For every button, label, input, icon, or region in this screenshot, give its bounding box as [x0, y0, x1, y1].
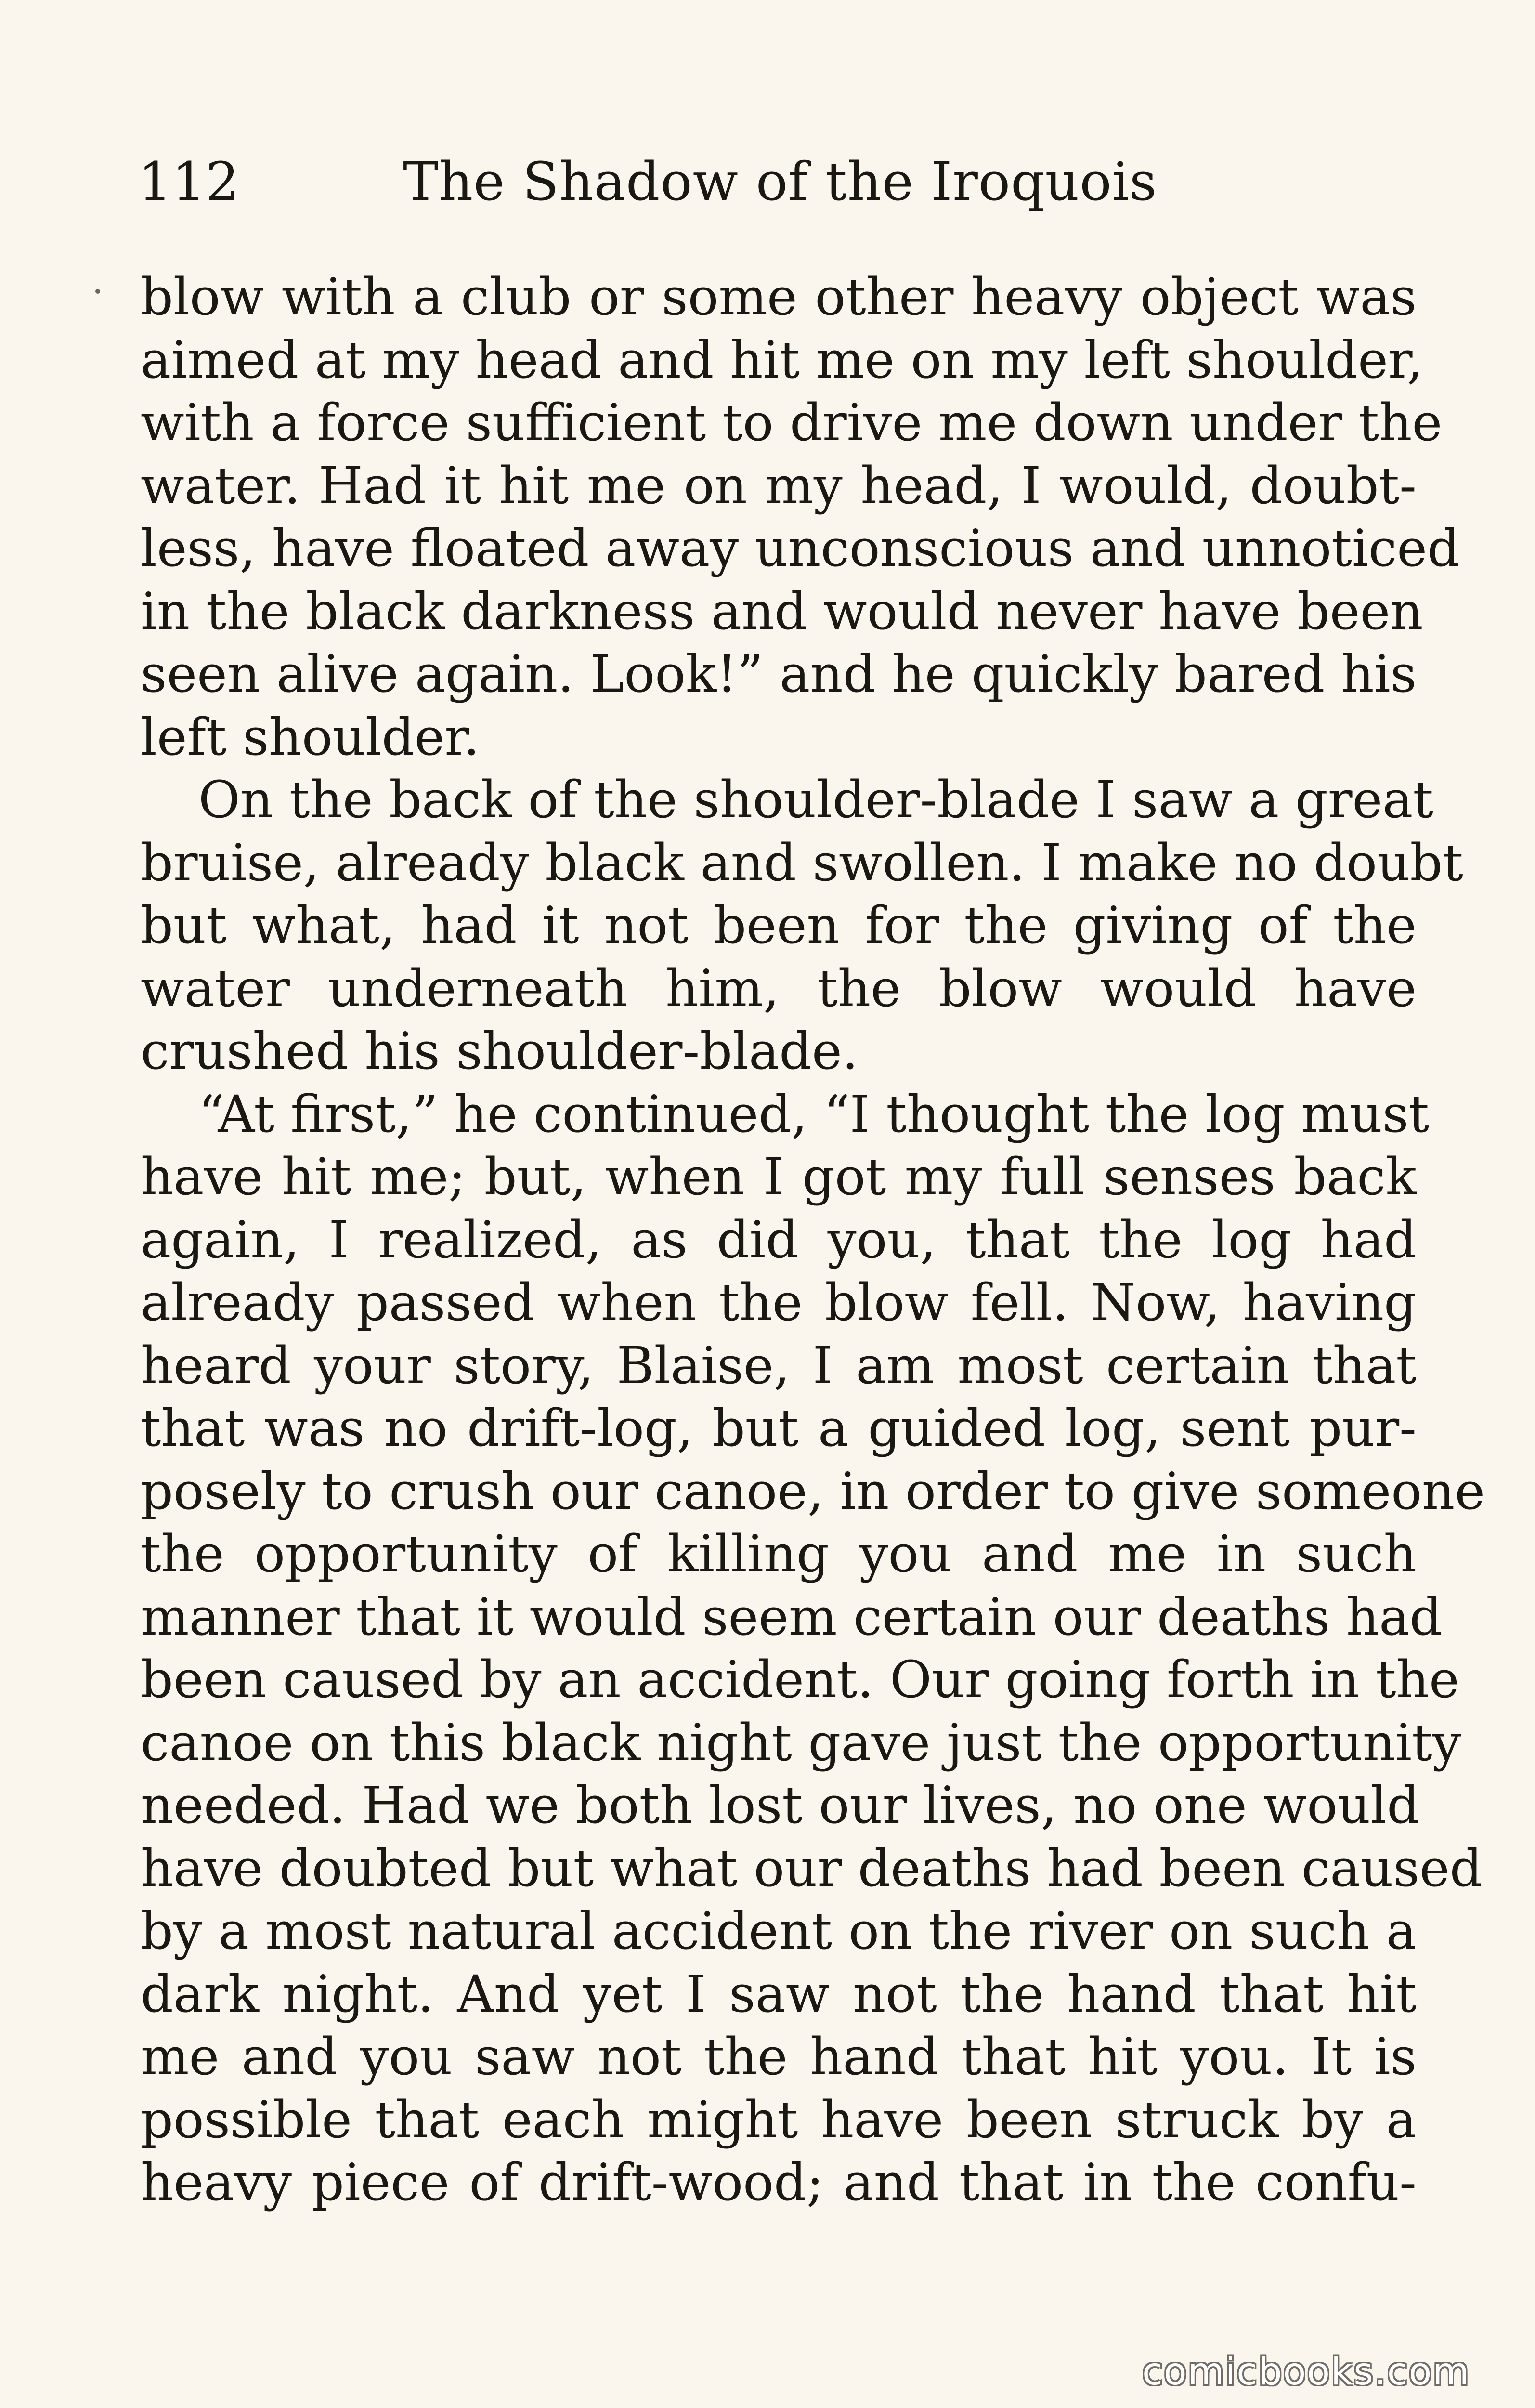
page-header [138, 145, 1414, 218]
text-line: that was no drift-log, but a guided log, sent pur- [141, 1399, 1417, 1458]
text-line: bruise, already black and swollen. I make no doubt [141, 833, 1463, 892]
watermark: comicbooks.com [1142, 2350, 1470, 2394]
running-title: The Shadow of the Iroquois [403, 151, 1158, 212]
text-line: canoe on this black night gave just the opportunity [141, 1713, 1461, 1772]
text-line: me and you saw not the hand that hit you. It is [141, 2027, 1417, 2086]
text-line: by a most natural accident on the river on such a [141, 1901, 1417, 1961]
text-line: posely to crush our canoe, in order to give someone [141, 1461, 1485, 1521]
body-text [141, 266, 1485, 2214]
text-line: crushed his shoulder-blade. [141, 1021, 859, 1081]
text-line: have hit me; but, when I got my full senses back [141, 1147, 1417, 1206]
text-line: seen alive again. Look!” and he quickly bared his [141, 644, 1417, 704]
text-line: already passed when the blow fell. Now, having [141, 1273, 1417, 1332]
text-line: with a force sufficient to drive me down under the [141, 393, 1443, 452]
page-number: 112 [138, 151, 239, 212]
text-line: blow with a club or some other heavy object was [141, 267, 1417, 327]
margin-mark [95, 289, 100, 294]
text-line: in the black darkness and would never have been [141, 581, 1423, 641]
text-line: the opportunity of killing you and me in such [141, 1524, 1417, 1584]
text-line: heavy piece of drift-wood; and that in the confu- [141, 2153, 1417, 2212]
text-line: On the back of the shoulder-blade I saw a great [198, 770, 1434, 829]
text-line: needed. Had we both lost our lives, no one would [141, 1776, 1420, 1835]
text-line: water underneath him, the blow would have [141, 958, 1417, 1018]
text-line: have doubted but what our deaths had been caused [141, 1838, 1483, 1898]
text-line: manner that it would seem certain our deaths had [141, 1587, 1443, 1647]
text-line: less, have floated away unconscious and unnoticed [141, 519, 1460, 578]
text-line: aimed at my head and hit me on my left shoulder, [141, 330, 1423, 390]
text-line: dark night. And yet I saw not the hand that hit [141, 1964, 1417, 2024]
text-line: left shoulder. [141, 707, 480, 767]
text-line: water. Had it hit me on my head, I would, doubt- [141, 456, 1417, 515]
text-line: heard your story, Blaise, I am most certain that [141, 1335, 1417, 1395]
text-line: again, I realized, as did you, that the log had [141, 1210, 1417, 1269]
text-line: possible that each might have been struck by a [141, 2090, 1417, 2149]
text-line: “At first,” he continued, “I thought the log must [198, 1084, 1430, 1144]
text-line: but what, had it not been for the giving of the [141, 896, 1417, 955]
text-line: been caused by an accident. Our going forth in the [141, 1650, 1459, 1709]
